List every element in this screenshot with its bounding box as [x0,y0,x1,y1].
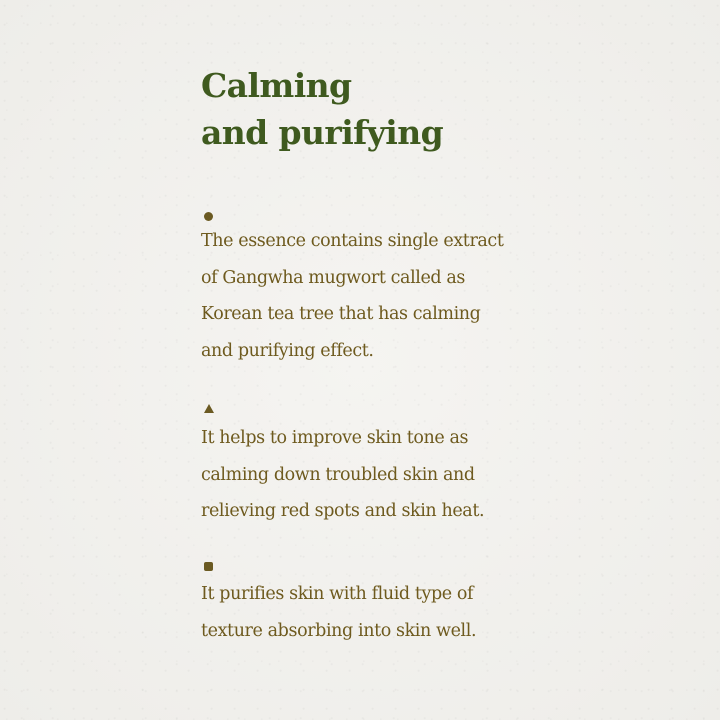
square-bullet-icon [204,562,213,571]
feature-section-3 [201,562,681,649]
text-line: of Gangwha mugwort called as [201,267,466,288]
title-line: and purifying [201,113,444,152]
feature-section-1 [201,212,681,369]
text-line: and purifying effect. [201,340,374,361]
feature-text-1 [201,223,681,369]
content [201,62,681,641]
text-line: It helps to improve skin tone as [201,428,469,448]
text-line: calming down troubled skin and [201,464,475,485]
circle-bullet-icon [204,212,213,221]
text-line: The essence contains single extract [201,231,504,251]
feature-text-3 [201,576,681,649]
feature-section-2 [201,404,681,530]
title-line: Calming [201,66,352,105]
page-title [201,62,681,156]
text-line: texture absorbing into skin well. [201,620,477,641]
triangle-bullet-icon [204,404,214,413]
text-line: It purifies skin with fluid type of [201,584,474,604]
text-line: relieving red spots and skin heat. [201,501,485,521]
feature-text-2 [201,420,681,530]
text-line: Korean tea tree that has calming [201,304,481,324]
